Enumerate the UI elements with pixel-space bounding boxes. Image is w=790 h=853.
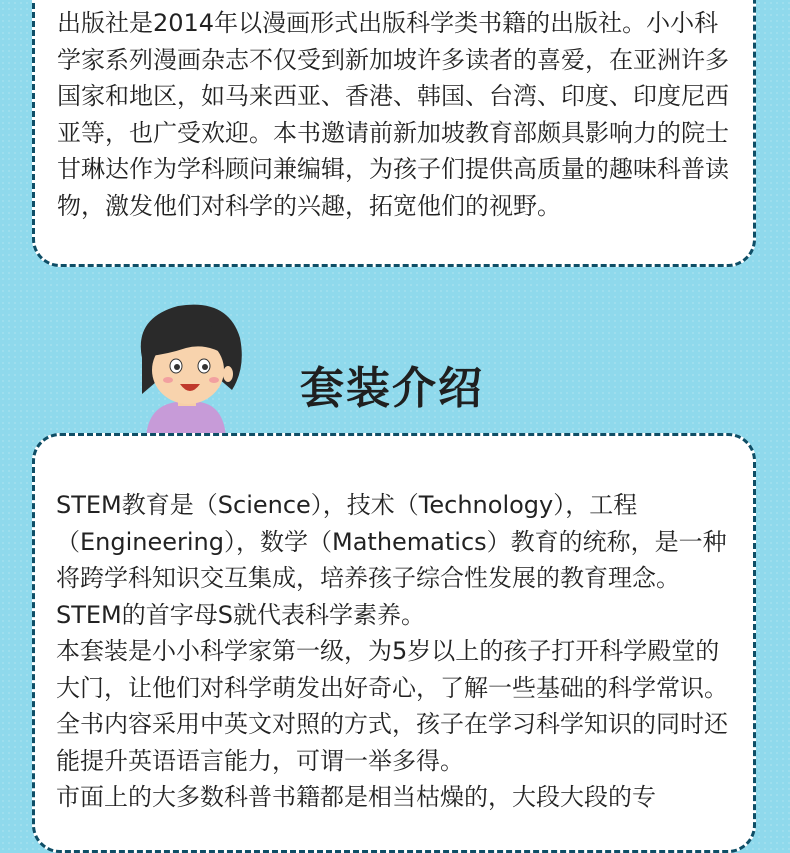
set-intro-card (32, 433, 756, 853)
intro-paragraph: 出版社是2014年以漫画形式出版科学类书籍的出版社。小小科学家系列漫画杂志不仅受到新加坡许多读者的喜爱，在亚洲许多国家和地区，如马来西亚、香港、韩国、台湾、印度、印度尼西亚等，也广受欢迎。本书邀请前新加坡教育部颇具影响力的院士甘琳达作为学科顾问兼编辑，为孩子们提供高质量的趣味科普读物，激发他们对科学的兴趣，拓宽他们的视野。 (57, 9, 729, 220)
market-paragraph: 市面上的大多数科普书籍都是相当枯燥的，大段大段的专 (56, 783, 656, 811)
level-paragraph: 本套装是小小科学家第一级，为5岁以上的孩子打开科学殿堂的大门，让他们对科学萌发出好奇心，了解一些基础的科学常识。全书内容采用中英文对照的方式，孩子在学习科学知识的同时还能提升英语语言能力，可谓一举多得。 (56, 637, 728, 775)
intro-text-card (32, 0, 756, 267)
section-title: 套装介绍 (300, 363, 484, 414)
stem-paragraph: STEM教育是（Science），技术（Technology），工程（Engineering），数学（Mathematics）教育的统称，是一种将跨学科知识交互集成，培养孩子综合性发展的教育理念。STEM的首字母S就代表科学素养。 (56, 491, 727, 629)
set-intro-text (56, 487, 731, 816)
girl-illustration (128, 298, 248, 438)
